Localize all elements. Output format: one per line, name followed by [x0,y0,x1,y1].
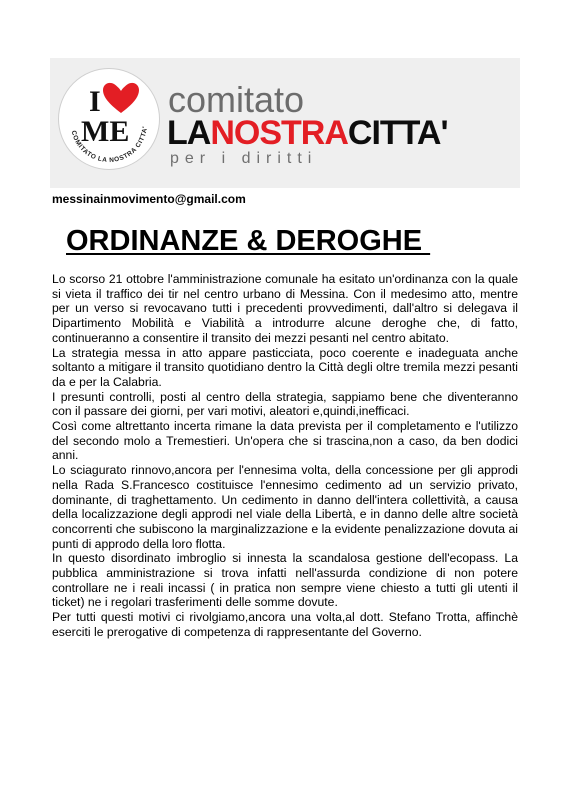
logo-graphic [59,69,159,169]
brand-name [167,114,448,152]
logo [58,68,160,170]
brand-name-part2: NOSTRA [210,114,348,152]
brand-word: comitato [168,79,305,120]
document-title: ORDINANZE & DEROGHE [66,225,431,257]
heart-icon [103,83,139,113]
paragraph: Per tutti questi motivi ci rivolgiamo,ancora una volta,al dott. Stefano Trotta, affinchè eserciti le prerogative di competenza di rappresentante del Governo. [52,610,518,639]
brand-tagline: per i diritti [170,150,318,167]
logo-letter-i: I [89,85,101,118]
paragraph: In questo disordinato imbroglio si innesta la scandalosa gestione dell'ecopass. La pubblica amministrazione si trova infatti nell'assurda condizione di non potere controllare ne i reali incassi ( in pratica non sempre viene chiesto a tutti gli utenti il ticket) ne i regolari trasferimenti delle somme dovute. [52,551,518,610]
document-body [52,272,518,640]
brand-name-part1: LA [167,114,211,152]
contact-email[interactable]: messinainmovimento@gmail.com [52,192,246,206]
paragraph: Lo scorso 21 ottobre l'amministrazione comunale ha esitato un'ordinanza con la quale si vieta il traffico dei tir nel centro urbano di Messina. Con il medesimo atto, mentre per un verso si revocavano tutti i precedenti provvedimenti, dall'altro si delegava il Dipartimento Mobilità e Viabilità a introdurre alcune deroghe che, di fatto, continueranno a consentire il transito dei mezzi pesanti nel centro abitato. [52,272,518,345]
paragraph: La strategia messa in atto appare pasticciata, poco coerente e inadeguata anche soltanto a mitigare il transito quotidiano dentro la Città degli oltre tremila mezzi pesanti da e per la Calabria. [52,345,518,389]
paragraph: I presunti controlli, posti al centro della strategia, sappiamo bene che diventeranno con il passare dei giorni, per vari motivi, aleatori e,quindi,inefficaci. [52,389,518,419]
brand-name-part3: CITTA' [347,114,448,152]
paragraph: Così come altrettanto incerta rimane la data prevista per il completamento e l'utilizzo del secondo molo a Tremestieri. Un'opera che si trascina,non a caso, da ben dodici anni. [52,419,518,463]
logo-ring-text: COMITATO LA NOSTRA CITTA' [69,125,149,165]
logo-letters-me: ME [81,115,130,148]
paragraph: Lo sciagurato rinnovo,ancora per l'ennesima volta, della concessione per gli approdi nella Rada S.Francesco costituisce l'ennesimo cedimento ad un servizio privato, dominante, di traghettamento. Un cedimento in danno dell'intera collettività, a causa della localizzazione degli approdi nel viale della Libertà, e in danno delle altre società concorrenti che subiscono la marginalizzazione e la evidente penalizzazione dovuta ai punti di approdo della loro flotta. [52,463,518,551]
